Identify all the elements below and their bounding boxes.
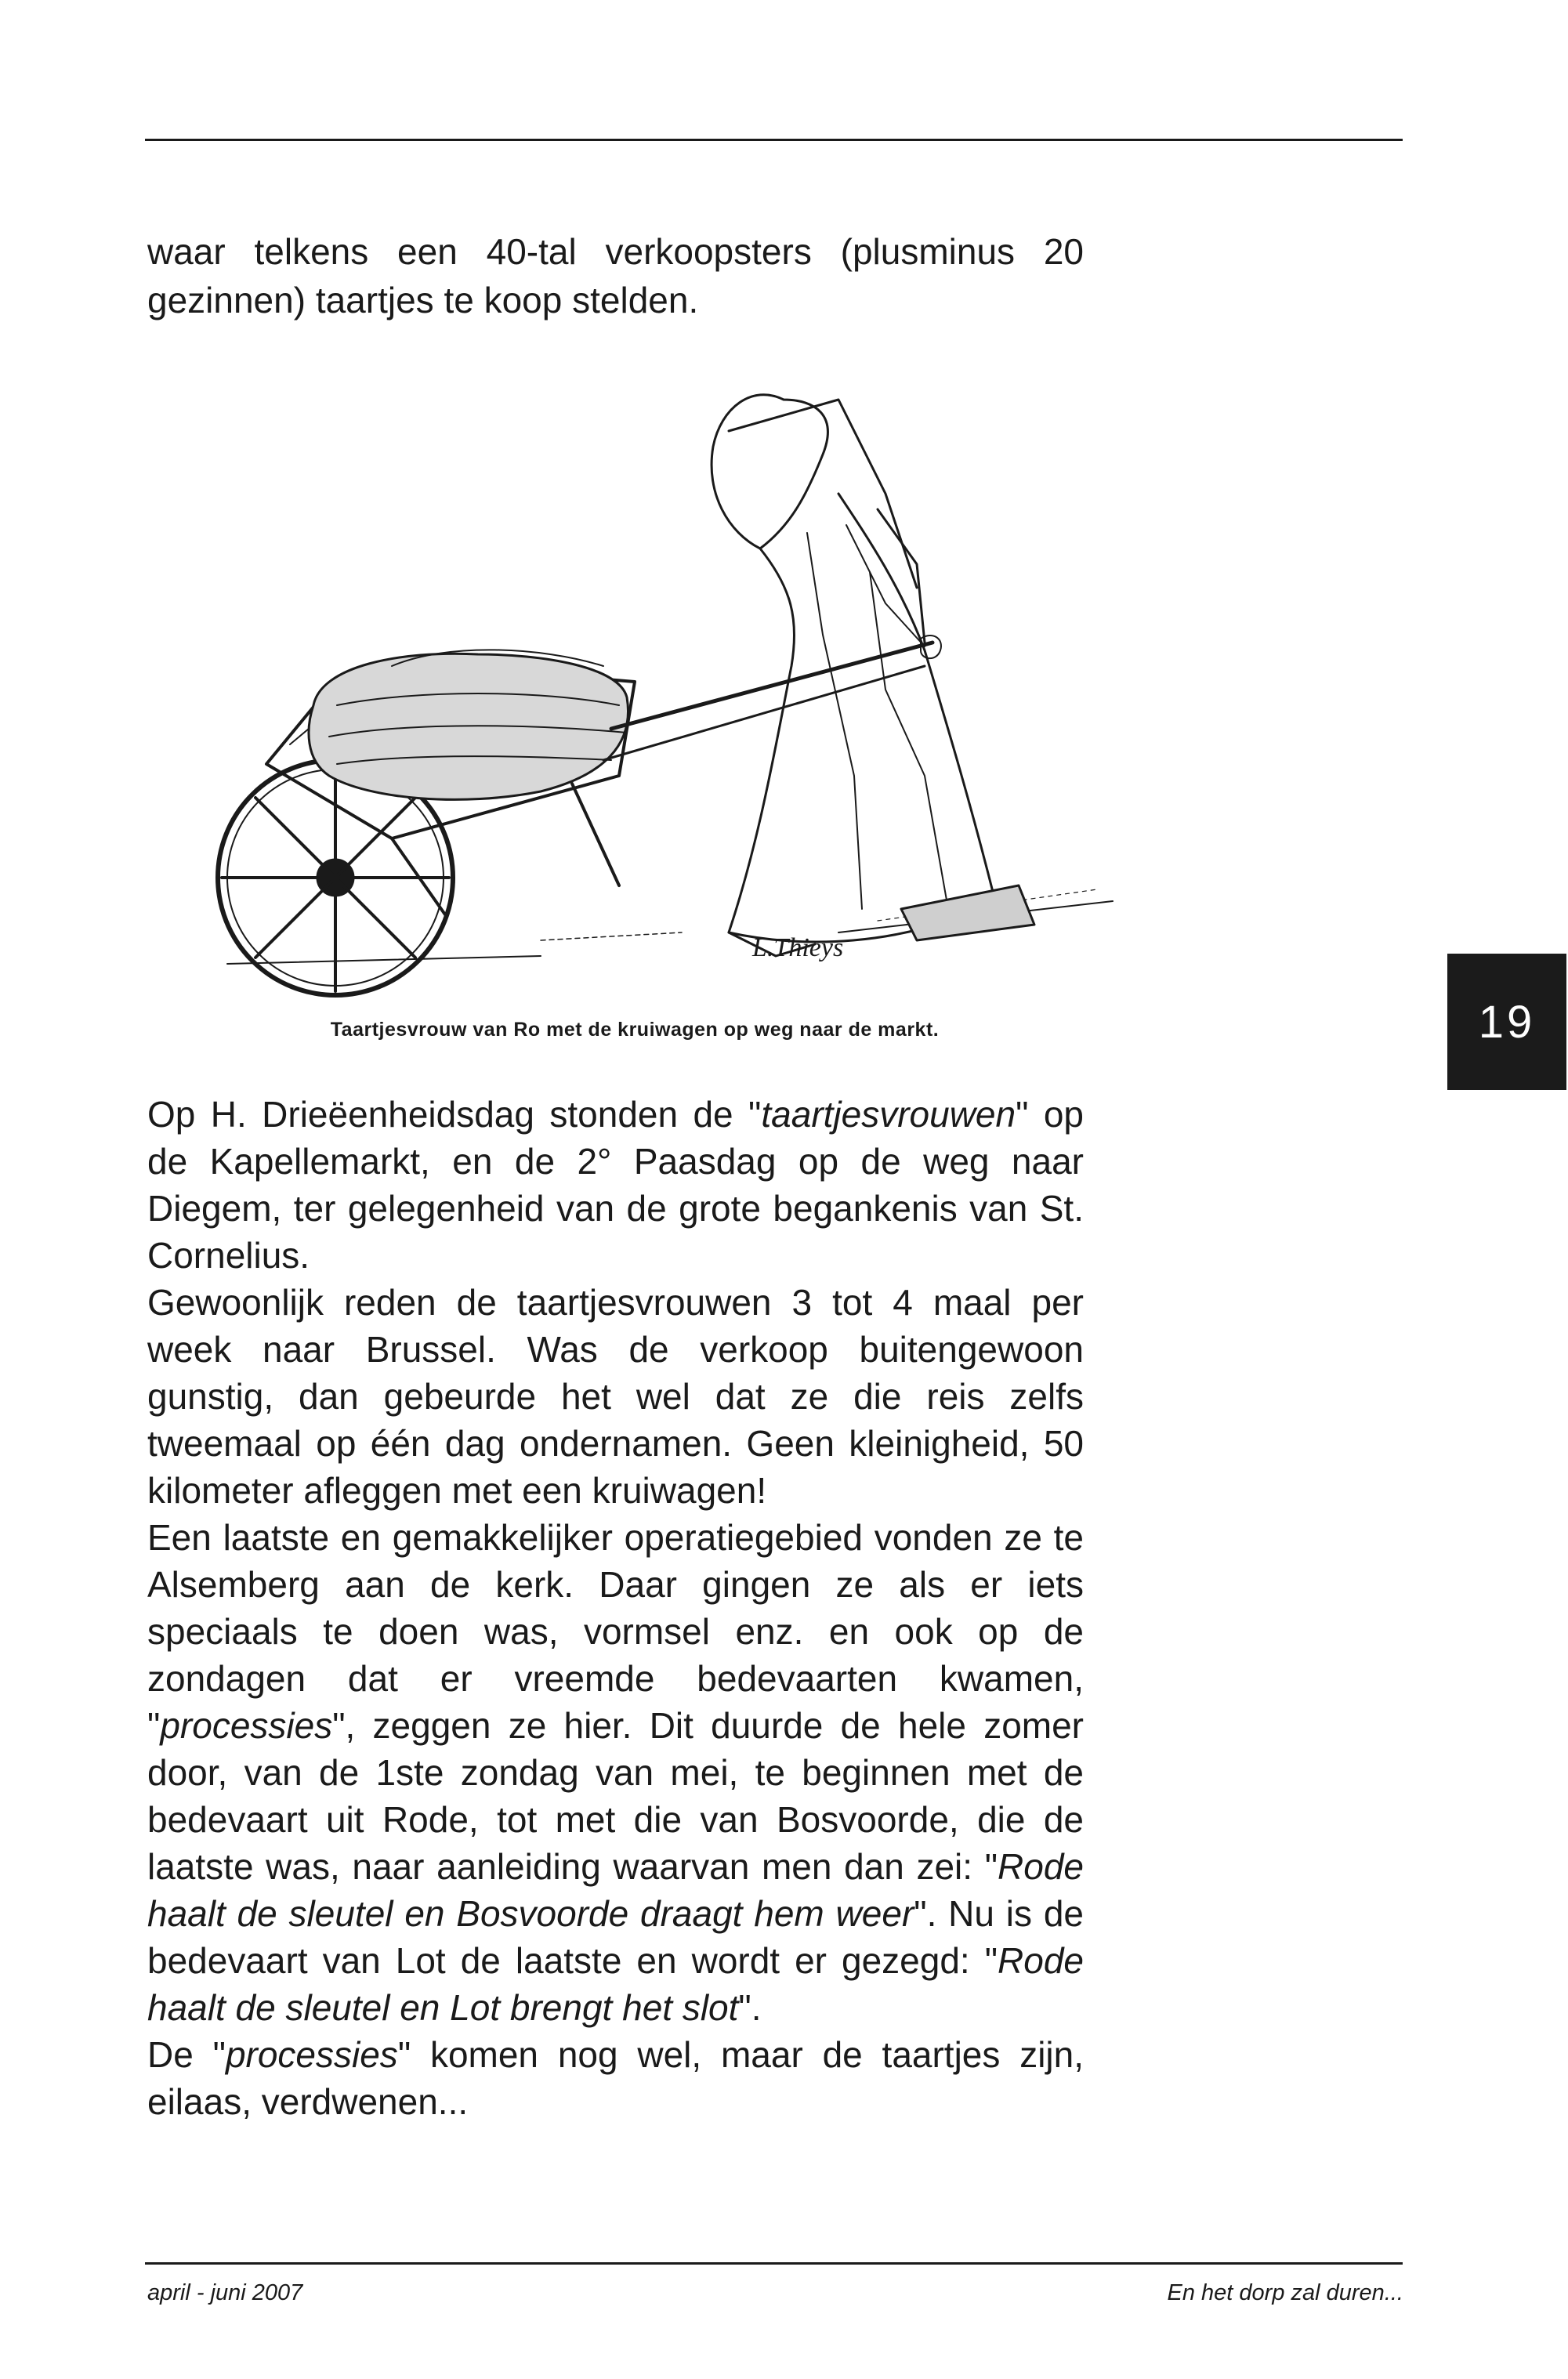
emphasis: Rode haalt de sleutel en Lot brengt het slot bbox=[147, 1940, 1084, 2028]
paragraph-1: Op H. Drieëenheidsdag stonden de "taartjesvrouwen" op de Kapellemarkt, en de 2° Paasdag op de weg naar Diegem, ter gelegenheid van de grote begankenis van St. Cornelius. bbox=[147, 1094, 1084, 1276]
emphasis: processies bbox=[225, 2034, 398, 2075]
emphasis: Rode haalt de sleutel en Bosvoorde draagt hem weer bbox=[147, 1846, 1084, 1934]
intro-paragraph: waar telkens een 40-tal verkoopsters (plusminus 20 gezinnen) taartjes te koop stelden. bbox=[147, 231, 1084, 320]
wheelbarrow-woman-illustration bbox=[133, 337, 1128, 1003]
page-number-tab bbox=[1447, 954, 1566, 1090]
emphasis: taartjesvrouwen bbox=[761, 1094, 1016, 1135]
article-body bbox=[147, 1091, 1084, 2125]
illustration-signature: L.Thieys bbox=[752, 933, 844, 962]
footer-publication-title: En het dorp zal duren... bbox=[1167, 2280, 1403, 2305]
illustration-caption: Taartjesvrouw van Ro met de kruiwagen op weg naar de markt. bbox=[330, 1019, 940, 1041]
paragraph-2: Gewoonlijk reden de taartjesvrouwen 3 tot 4 maal per week naar Brussel. Was de verkoop buitengewoon gunstig, dan gebeurde het wel dat ze die reis zelfs tweemaal op één dag ondernamen. Geen kleinigheid, 50 kilometer afleggen met een kruiwagen! bbox=[147, 1282, 1084, 1511]
emphasis: processies bbox=[160, 1705, 333, 1746]
paragraph-4: De "processies" komen nog wel, maar de taartjes zijn, eilaas, verdwenen... bbox=[147, 2034, 1084, 2122]
footer-issue-date: april - juni 2007 bbox=[147, 2280, 303, 2305]
top-rule bbox=[145, 139, 1403, 141]
bottom-rule bbox=[145, 2262, 1403, 2265]
paragraph-3: Een laatste en gemakkelijker operatiegebied vonden ze te Alsemberg aan de kerk. Daar gingen ze als er iets speciaals te doen was, vormsel enz. en ook op de zondagen dat er vreemde bedevaarten kwamen, "processies", zeggen ze hier. Dit duurde de hele zomer door, van de 1ste zondag van mei, te beginnen met de bedevaart uit Rode, tot met die van Bosvoorde, die de laatste was, naar aanleiding waarvan men dan zei: "Rode haalt de sleutel en Bosvoorde draagt hem weer". Nu is de bedevaart van Lot de laatste en wordt er gezegd: "Rode haalt de sleutel en Lot brengt het slot". bbox=[147, 1517, 1084, 2028]
page-number: 19 bbox=[1478, 996, 1536, 1048]
